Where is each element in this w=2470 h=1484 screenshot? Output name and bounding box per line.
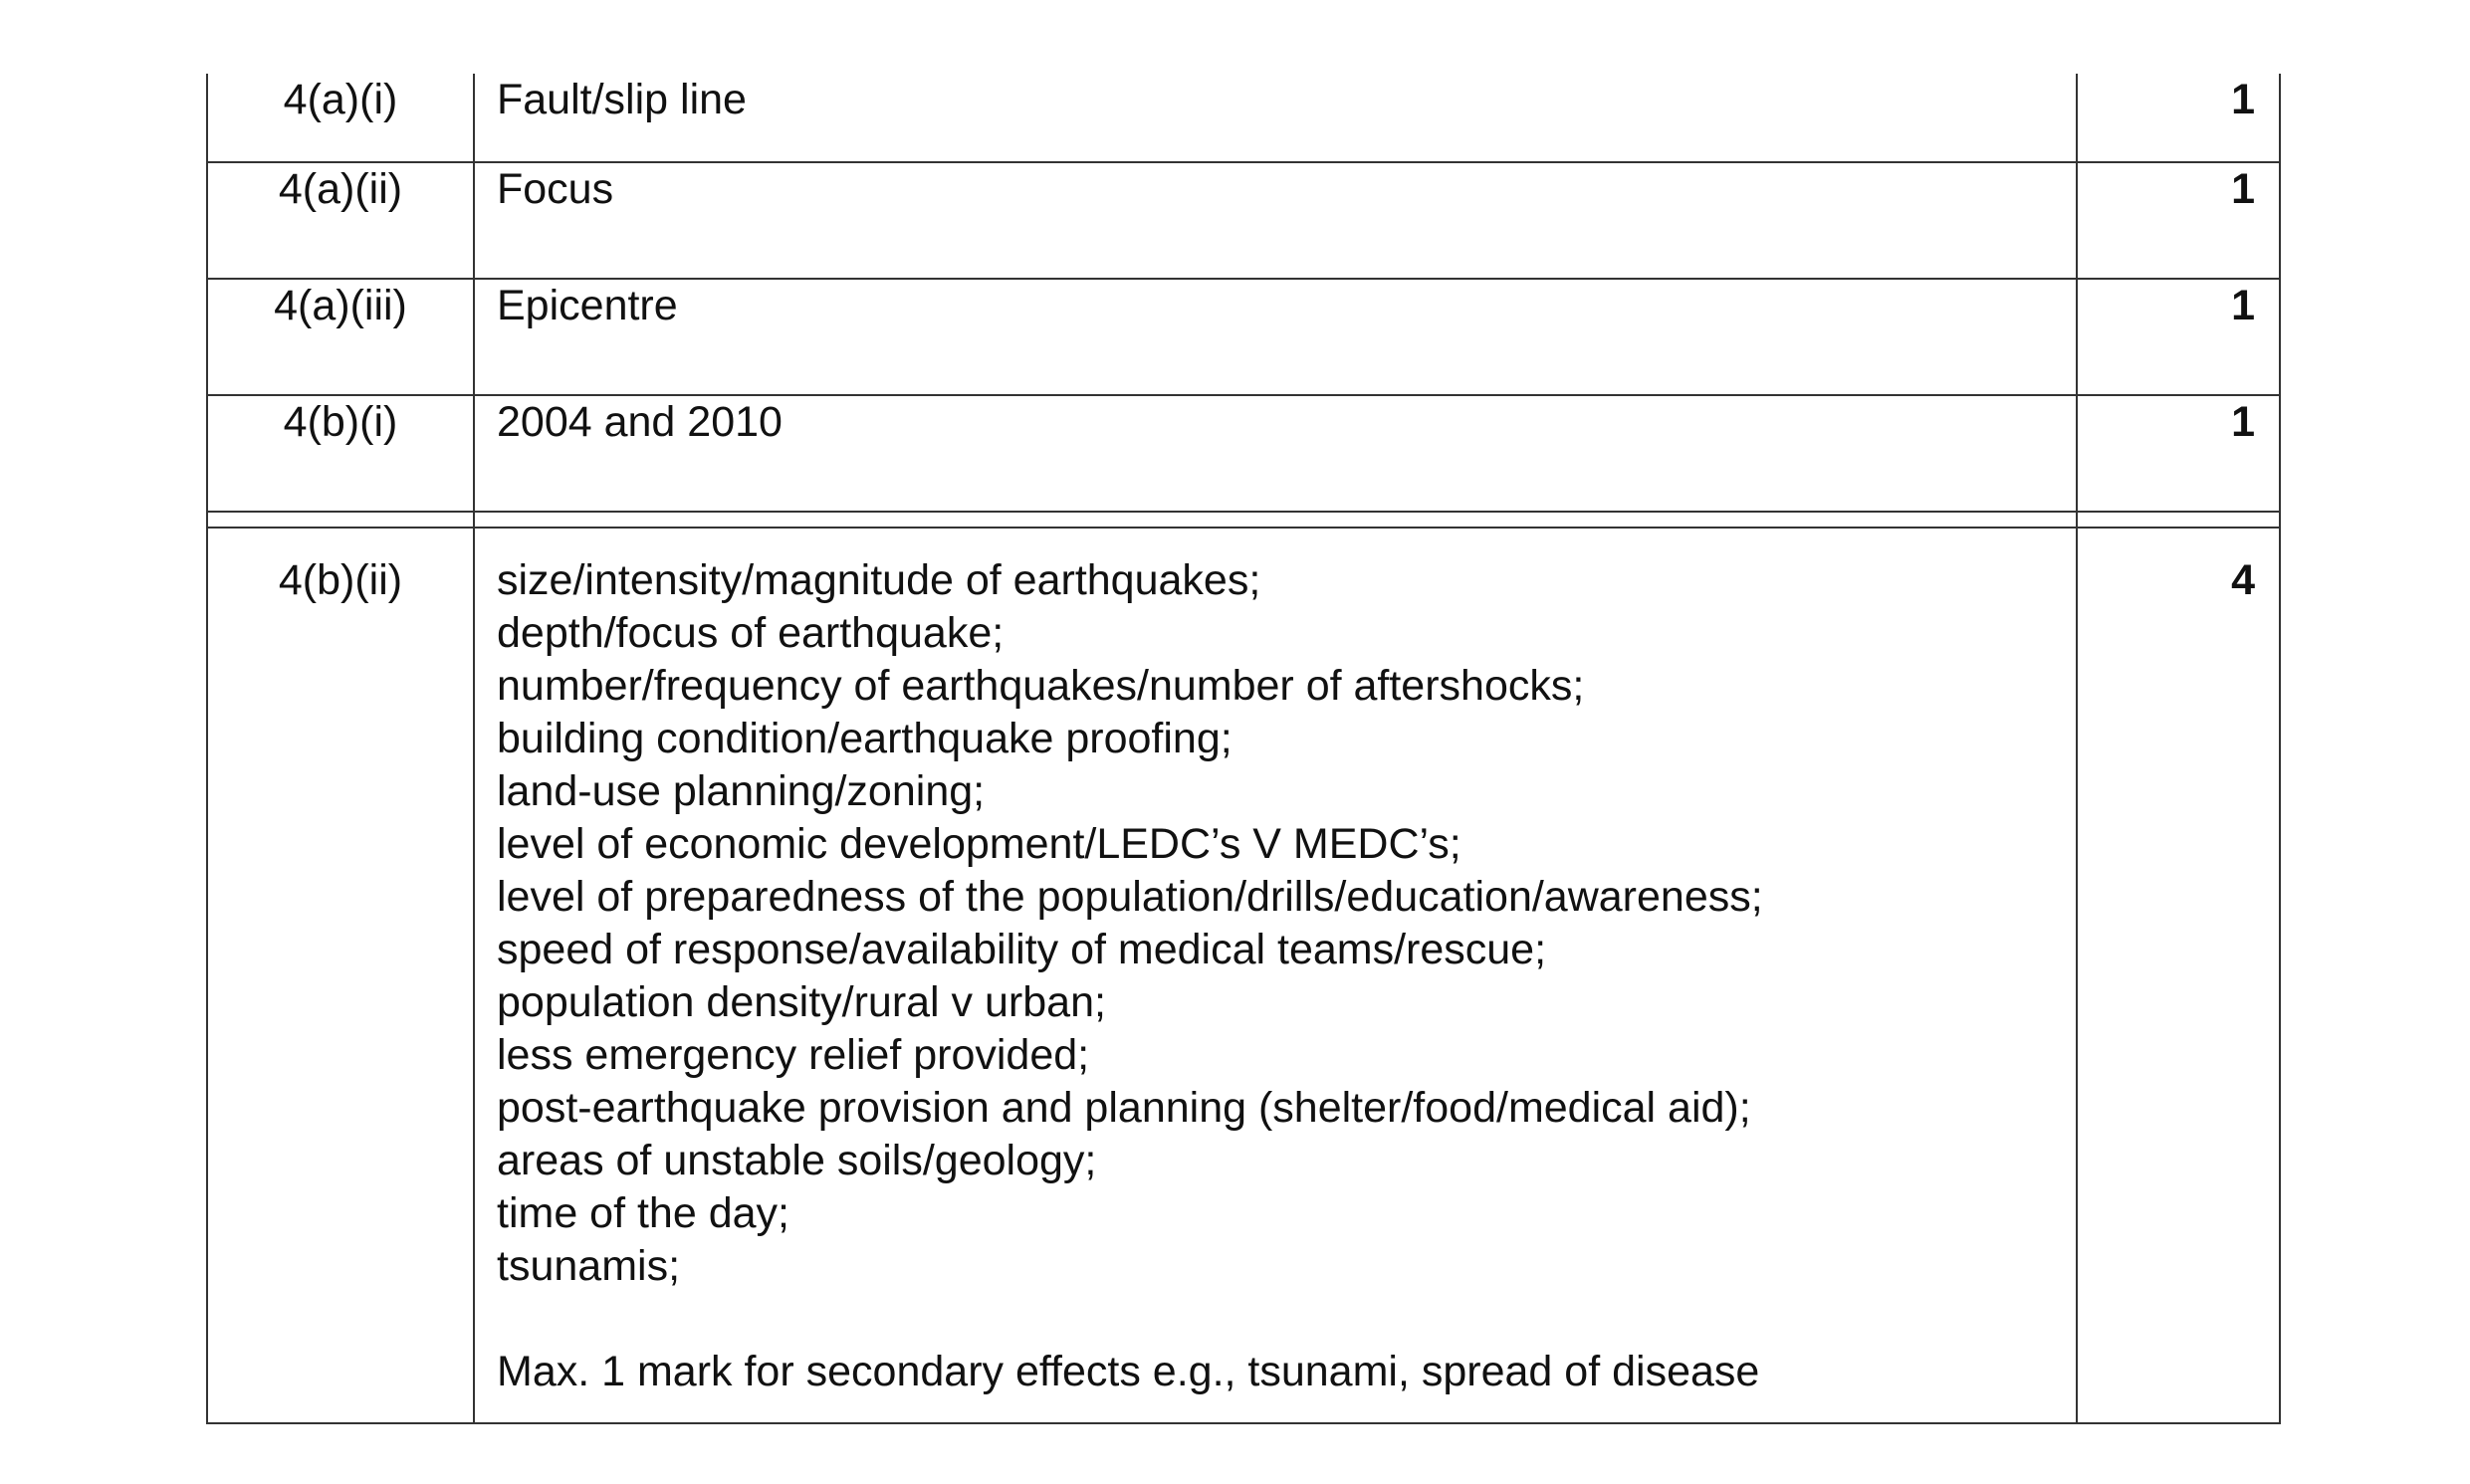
- table-row: [207, 395, 2280, 512]
- marks-cell: [2077, 74, 2280, 162]
- answer-line: level of economic development/LEDC’s V MEDC’s;: [497, 820, 1461, 868]
- marks-value: 4: [2231, 556, 2255, 604]
- marks-value: 1: [2231, 282, 2255, 329]
- answer-line: less emergency relief provided;: [497, 1031, 1090, 1079]
- question-cell: [207, 528, 474, 1423]
- question-cell: [207, 395, 474, 512]
- answer-text: Epicentre: [497, 282, 678, 329]
- marks-value: 1: [2231, 165, 2255, 213]
- marks-cell: [2077, 162, 2280, 279]
- marks-cell: [2077, 395, 2280, 512]
- answer-line: number/frequency of earthquakes/number of aftershocks;: [497, 662, 1585, 710]
- answer-line: time of the day;: [497, 1189, 789, 1237]
- answer-cell: [474, 162, 2077, 279]
- divider-cell: [474, 512, 2077, 528]
- answer-line: speed of response/availability of medical teams/rescue;: [497, 926, 1547, 973]
- marks-value: 1: [2231, 398, 2255, 446]
- answer-text: Focus: [497, 165, 614, 213]
- answer-line: depth/focus of earthquake;: [497, 609, 1005, 657]
- question-number: 4(a)(ii): [278, 165, 403, 213]
- table-row: [207, 74, 2280, 162]
- divider-cell: [207, 512, 474, 528]
- question-number: 4(b)(i): [283, 398, 398, 446]
- question-cell: [207, 74, 474, 162]
- answer-line: level of preparedness of the population/drills/education/awareness;: [497, 873, 1763, 921]
- answer-list: [497, 529, 2076, 1398]
- table-row: [207, 162, 2280, 279]
- question-number: 4(a)(iii): [274, 282, 407, 329]
- answer-cell: [474, 528, 2077, 1423]
- question-cell: [207, 162, 474, 279]
- answer-line: population density/rural v urban;: [497, 978, 1106, 1026]
- mark-scheme-table: [206, 74, 2281, 1424]
- question-number: 4(b)(ii): [278, 556, 403, 604]
- divider-cell: [2077, 512, 2280, 528]
- answer-cell: [474, 279, 2077, 395]
- answer-line: tsunamis;: [497, 1242, 681, 1290]
- table-row-divider: [207, 512, 2280, 528]
- answer-text: Fault/slip line: [497, 76, 747, 123]
- question-cell: [207, 279, 474, 395]
- marks-cell: [2077, 528, 2280, 1423]
- marks-value: 1: [2231, 76, 2255, 123]
- question-number: 4(a)(i): [283, 76, 398, 123]
- answer-line: land-use planning/zoning;: [497, 767, 986, 815]
- answer-line: building condition/earthquake proofing;: [497, 715, 1233, 762]
- marking-note: Max. 1 mark for secondary effects e.g., tsunami, spread of disease: [497, 1348, 1760, 1395]
- table-row: [207, 528, 2280, 1423]
- answer-line: areas of unstable soils/geology;: [497, 1137, 1097, 1184]
- answer-cell: [474, 395, 2077, 512]
- marks-cell: [2077, 279, 2280, 395]
- answer-line: size/intensity/magnitude of earthquakes;: [497, 556, 1261, 604]
- answer-cell: [474, 74, 2077, 162]
- mark-scheme-table-container: [206, 74, 2279, 1424]
- answer-line: post-earthquake provision and planning (shelter/food/medical aid);: [497, 1084, 1751, 1132]
- answer-text: 2004 and 2010: [497, 398, 783, 446]
- table-row: [207, 279, 2280, 395]
